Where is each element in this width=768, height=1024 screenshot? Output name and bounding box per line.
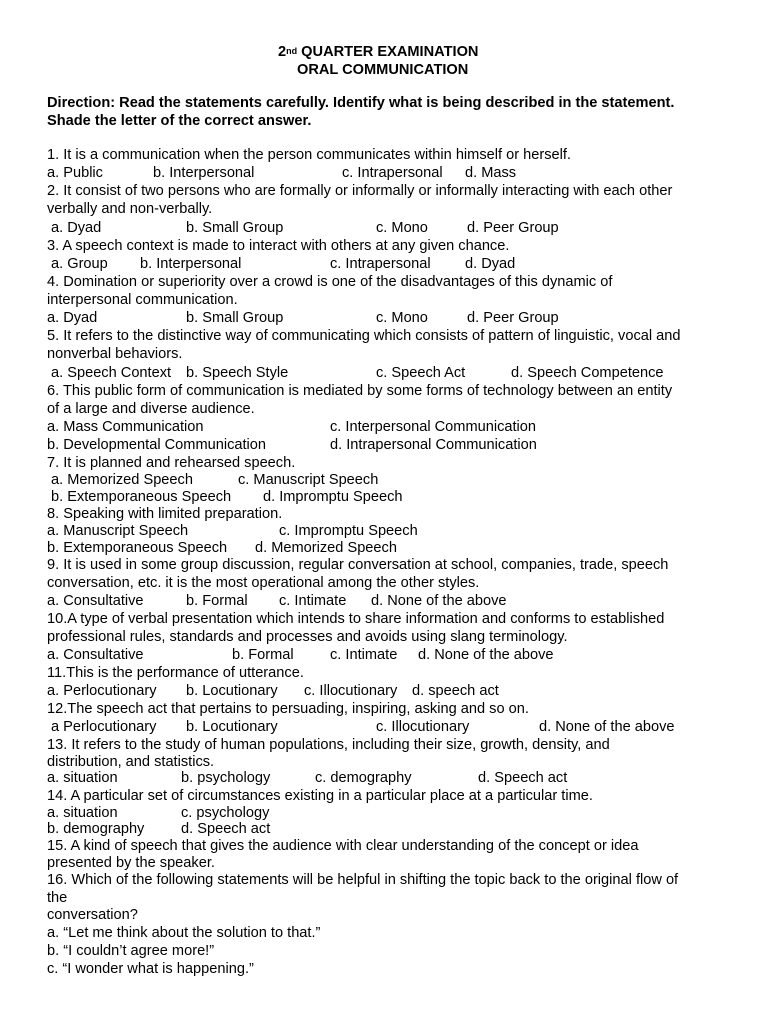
- q1-option-a: a. Public: [47, 165, 103, 181]
- q10-option-b: b. Formal: [232, 647, 294, 663]
- q3-option-c: c. Intrapersonal: [330, 256, 431, 272]
- q2-option-d: d. Peer Group: [467, 220, 559, 236]
- q12-option-b: b. Locutionary: [186, 719, 278, 735]
- question-2-cont: verbally and non-verbally.: [47, 201, 213, 217]
- q1-option-b: b. Interpersonal: [153, 165, 255, 181]
- q9-option-b: b. Formal: [186, 593, 248, 609]
- q5-option-a: a. Speech Context: [51, 365, 172, 381]
- q1-option-d: d. Mass: [465, 165, 517, 181]
- question-9-cont: conversation, etc. it is the most operational among the other styles.: [47, 575, 480, 591]
- q9-option-a: a. Consultative: [47, 593, 144, 609]
- q14-option-b: b. demography: [47, 821, 145, 837]
- q13-option-c: c. demography: [315, 770, 412, 786]
- exam-subtitle: ORAL COMMUNICATION: [297, 62, 469, 78]
- q11-option-a: a. Perlocutionary: [47, 683, 157, 699]
- q14-option-c: c. psychology: [181, 805, 270, 821]
- question-5-cont: nonverbal behaviors.: [47, 346, 183, 362]
- q16-option-b: b. “I couldn’t agree more!”: [47, 943, 215, 959]
- q12-option-d: d. None of the above: [539, 719, 675, 735]
- q8-option-b: b. Extemporaneous Speech: [47, 540, 228, 556]
- q4-option-d: d. Peer Group: [467, 310, 559, 326]
- question-16-cont: the: [47, 890, 68, 906]
- question-2: 2. It consist of two persons who are formally or informally or informally interacting with each other: [47, 183, 673, 199]
- q7-option-c: c. Manuscript Speech: [238, 472, 379, 488]
- question-4: 4. Domination or superiority over a crowd is one of the disadvantages of this dynamic of: [47, 274, 613, 290]
- q13-option-a: a. situation: [47, 770, 118, 786]
- question-15-cont: presented by the speaker.: [47, 855, 215, 871]
- question-6-cont: of a large and diverse audience.: [47, 401, 255, 417]
- q11-option-c: c. Illocutionary: [304, 683, 398, 699]
- q10-option-c: c. Intimate: [330, 647, 398, 663]
- q10-option-a: a. Consultative: [47, 647, 144, 663]
- question-10-cont: professional rules, standards and processes and avoids using slang terminology.: [47, 629, 568, 645]
- question-5: 5. It refers to the distinctive way of communicating which consists of pattern of linguistic, vocal and: [47, 328, 681, 344]
- q1-option-c: c. Intrapersonal: [342, 165, 443, 181]
- q6-option-a: a. Mass Communication: [47, 419, 204, 435]
- q4-option-a: a. Dyad: [47, 310, 98, 326]
- question-13-cont: distribution, and statistics.: [47, 754, 215, 770]
- q11-option-d: d. speech act: [412, 683, 499, 699]
- question-14: 14. A particular set of circumstances existing in a particular place at a particular time.: [47, 788, 593, 804]
- q13-option-b: b. psychology: [181, 770, 271, 786]
- q8-option-c: c. Impromptu Speech: [279, 523, 418, 539]
- q6-option-b: b. Developmental Communication: [47, 437, 267, 453]
- q16-option-c: c. “I wonder what is happening.”: [47, 961, 254, 977]
- direction-line-2: Shade the letter of the correct answer.: [47, 113, 312, 129]
- q5-option-b: b. Speech Style: [186, 365, 289, 381]
- exam-title: 2nd QUARTER EXAMINATION: [278, 44, 479, 60]
- question-10: 10.A type of verbal presentation which intends to share information and conforms to established: [47, 611, 665, 627]
- q3-option-a: a. Group: [51, 256, 108, 272]
- q9-option-c: c. Intimate: [279, 593, 347, 609]
- q6-option-c: c. Interpersonal Communication: [330, 419, 537, 435]
- question-1: 1. It is a communication when the person communicates within himself or herself.: [47, 147, 571, 163]
- q8-option-a: a. Manuscript Speech: [47, 523, 189, 539]
- question-16: 16. Which of the following statements will be helpful in shifting the topic back to the original flow of: [47, 872, 679, 888]
- question-11: 11.This is the performance of utterance.: [47, 665, 304, 681]
- q11-option-b: b. Locutionary: [186, 683, 278, 699]
- q14-option-d: d. Speech act: [181, 821, 271, 837]
- q3-option-d: d. Dyad: [465, 256, 516, 272]
- q9-option-d: d. None of the above: [371, 593, 507, 609]
- question-12: 12.The speech act that pertains to persuading, inspiring, asking and so on.: [47, 701, 529, 717]
- q2-option-a: a. Dyad: [51, 220, 102, 236]
- q12-option-a: a Perlocutionary: [51, 719, 157, 735]
- question-8: 8. Speaking with limited preparation.: [47, 506, 283, 522]
- question-9: 9. It is used in some group discussion, regular conversation at school, companies, trade, speech: [47, 557, 669, 573]
- q7-option-d: d. Impromptu Speech: [263, 489, 403, 505]
- q3-option-b: b. Interpersonal: [140, 256, 242, 272]
- question-4-cont: interpersonal communication.: [47, 292, 238, 308]
- q4-option-c: c. Mono: [376, 310, 428, 326]
- question-6: 6. This public form of communication is mediated by some forms of technology between an entity: [47, 383, 673, 399]
- q16-option-a: a. “Let me think about the solution to that.”: [47, 925, 321, 941]
- q4-option-b: b. Small Group: [186, 310, 284, 326]
- q2-option-b: b. Small Group: [186, 220, 284, 236]
- question-3: 3. A speech context is made to interact with others at any given chance.: [47, 238, 510, 254]
- q2-option-c: c. Mono: [376, 220, 428, 236]
- q12-option-c: c. Illocutionary: [376, 719, 470, 735]
- question-7: 7. It is planned and rehearsed speech.: [47, 455, 296, 471]
- q10-option-d: d. None of the above: [418, 647, 554, 663]
- question-15: 15. A kind of speech that gives the audience with clear understanding of the concept or idea: [47, 838, 639, 854]
- q13-option-d: d. Speech act: [478, 770, 568, 786]
- q8-option-d: d. Memorized Speech: [255, 540, 397, 556]
- question-13: 13. It refers to the study of human populations, including their size, growth, density, and: [47, 737, 610, 753]
- direction-line-1: Direction: Read the statements carefully. Identify what is being described in the statement.: [47, 95, 675, 111]
- q14-option-a: a. situation: [47, 805, 118, 821]
- q5-option-d: d. Speech Competence: [511, 365, 664, 381]
- q7-option-a: a. Memorized Speech: [51, 472, 193, 488]
- q5-option-c: c. Speech Act: [376, 365, 466, 381]
- q6-option-d: d. Intrapersonal Communication: [330, 437, 537, 453]
- question-16-cont-2: conversation?: [47, 907, 138, 923]
- q7-option-b: b. Extemporaneous Speech: [51, 489, 232, 505]
